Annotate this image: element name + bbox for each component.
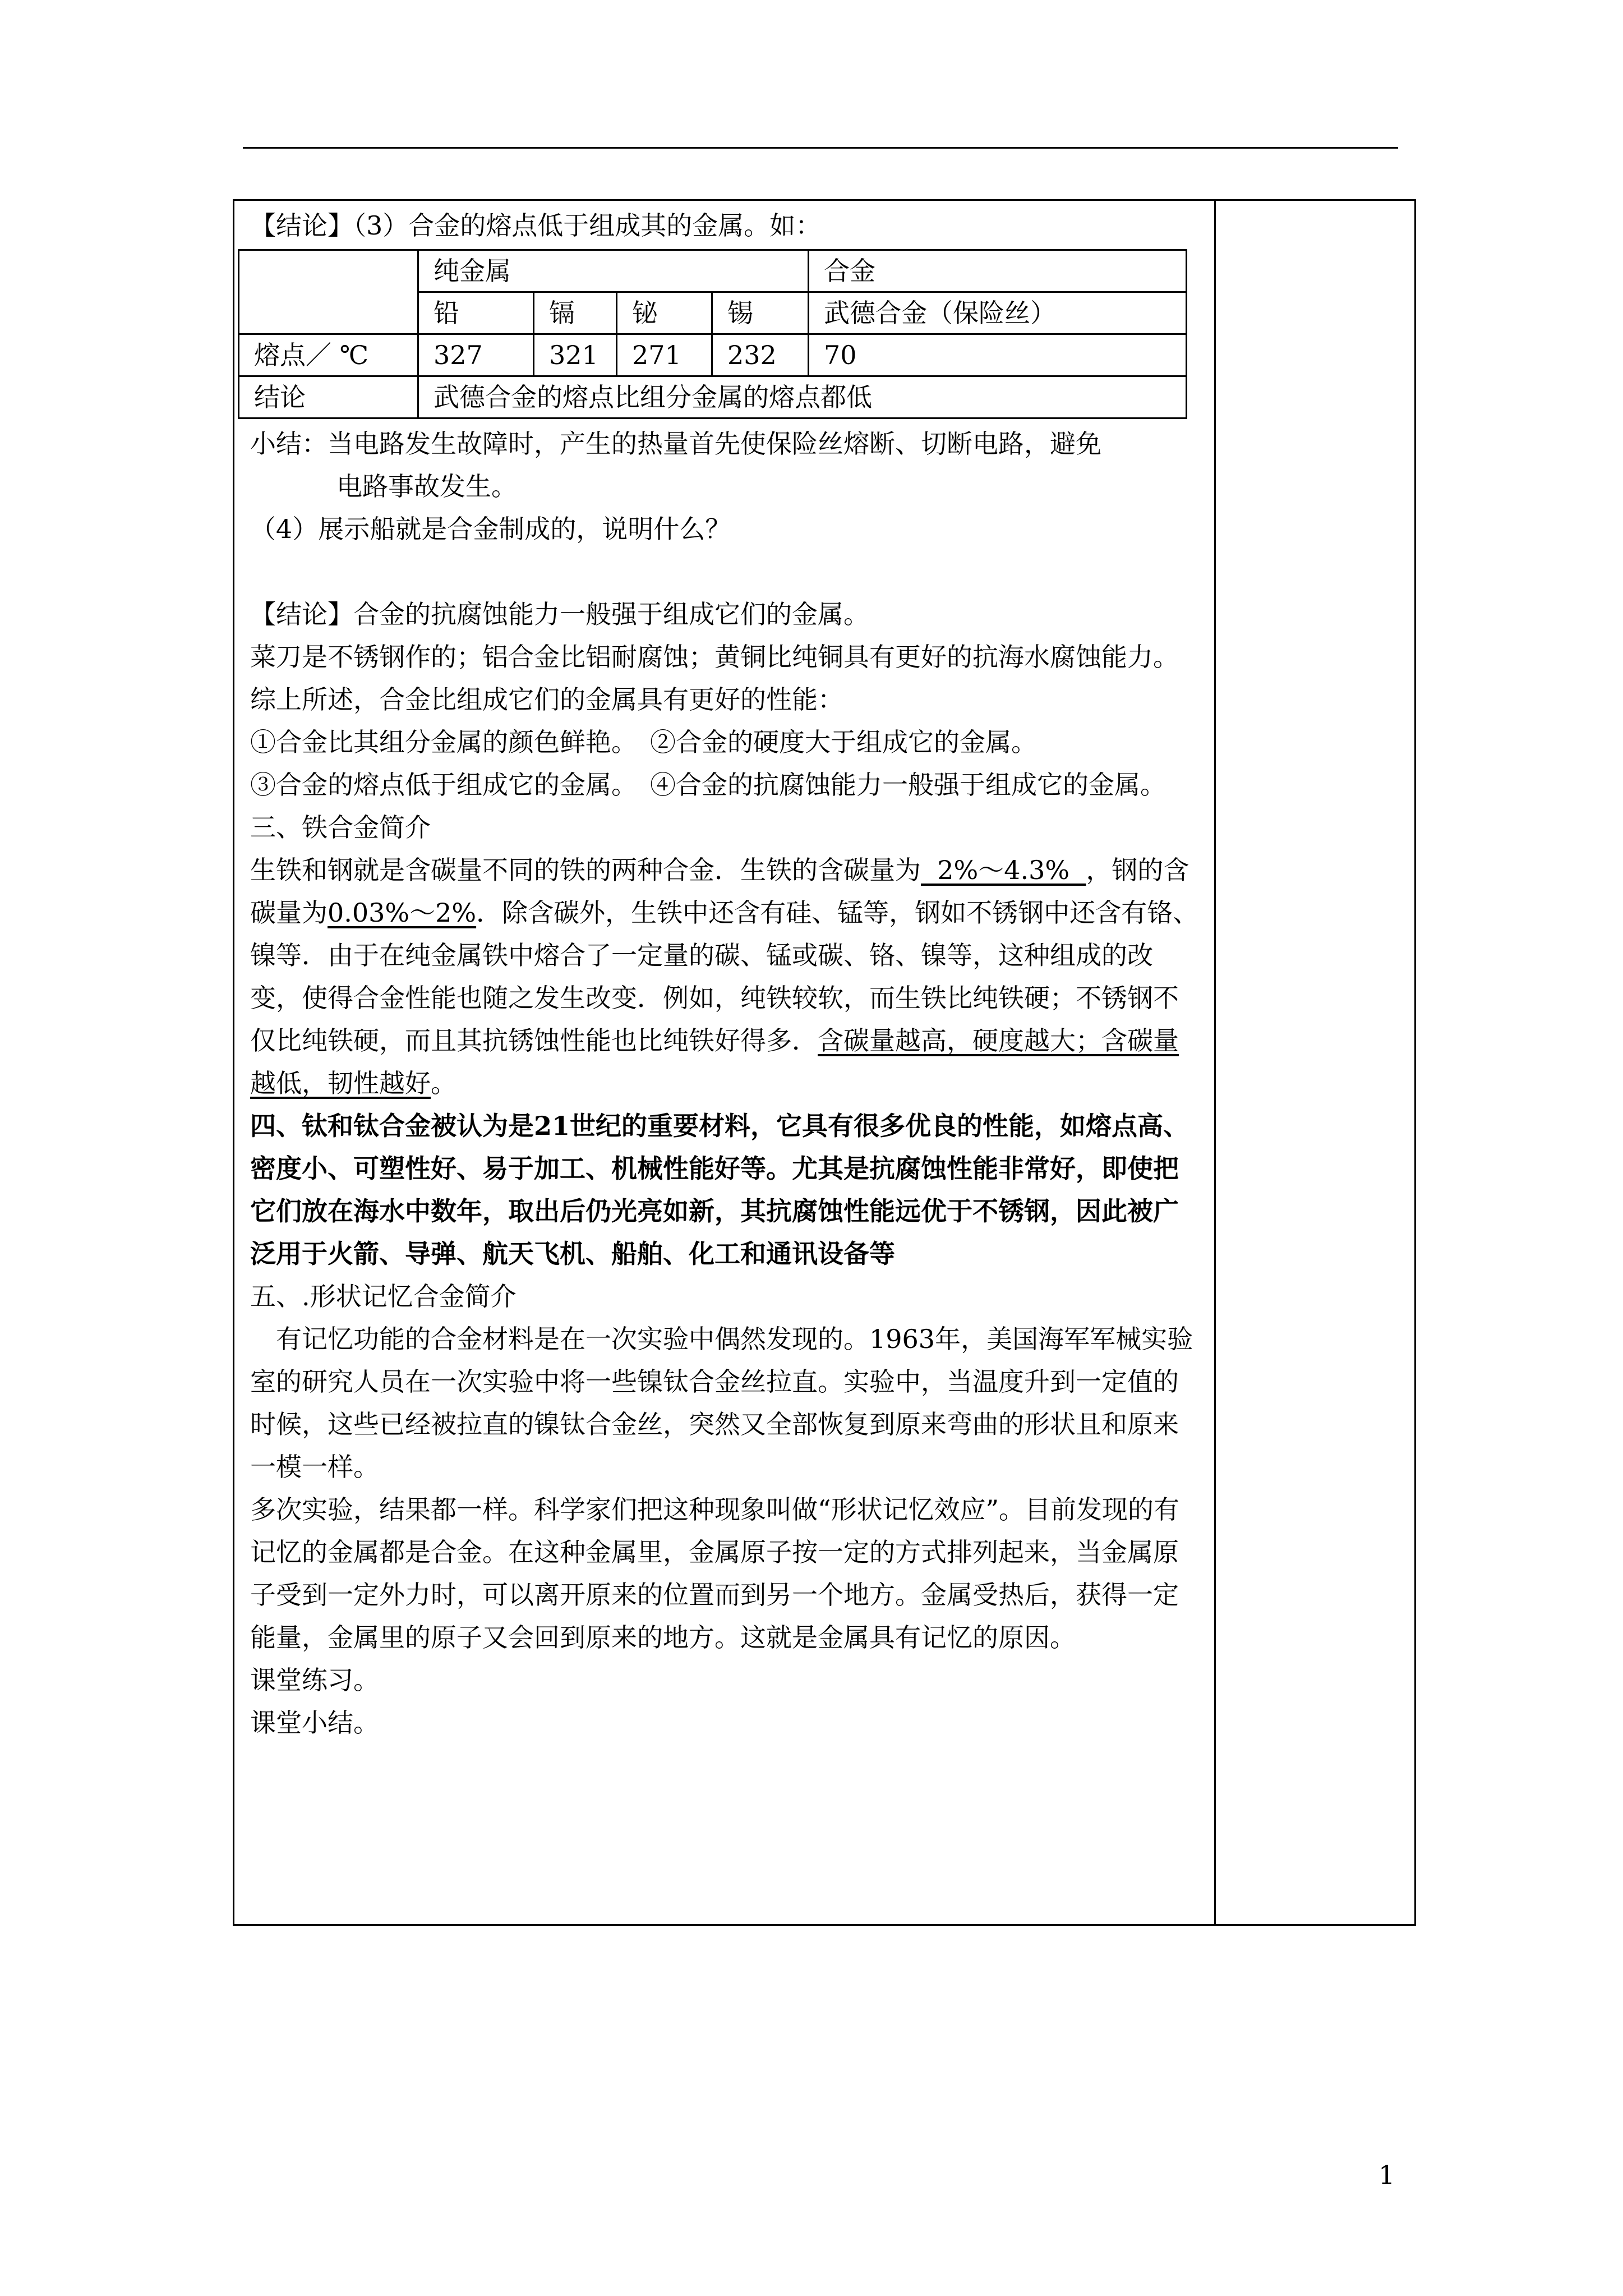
metal-name: 铅: [418, 292, 534, 334]
metal-name: 锡: [712, 292, 809, 334]
row-label-conclusion: 结论: [239, 376, 418, 418]
memory-paragraph-2: 多次实验，结果都一样。科学家们把这种现象叫做“形状记忆效应”。目前发现的有记忆的金属都是合金。在这种金属里，金属原子按一定的方式排列起来，当金属原子受到一定外力时，可以离开原来的位置而到另一个地方。金属受热后，获得一定能量，金属里的原子又会回到原来的地方。这就是金属具有记忆的原因。: [250, 1494, 1180, 1653]
section-5-title: 五、.形状记忆合金简介: [250, 1281, 517, 1312]
overview-intro: 综上所述，合金比组成它们的金属具有更好的性能：: [250, 684, 843, 715]
properties-line-1: ①合金比其组分金属的颜色鲜艳。 ②合金的硬度大于组成它的金属。: [250, 727, 1037, 757]
metal-name: 镉: [534, 292, 617, 334]
iron-text-end: 。: [431, 1068, 457, 1098]
memory-paragraph-1: 有记忆功能的合金材料是在一次实验中偶然发现的。1963年，美国海军军械实验室的研究人员在一次实验中将一些镍钛合金丝拉直。实验中，当温度升到一定值的时候，这些已经被拉直的镍钛合金丝，突然又全部恢复到原来弯曲的形状且和原来一模一样。: [250, 1324, 1193, 1482]
header-pure-metal: 纯金属: [418, 250, 809, 292]
iron-paragraph: [250, 849, 1204, 1105]
header-rule: [243, 147, 1398, 149]
table-conclusion: 武德合金的熔点比组分金属的熔点都低: [418, 376, 1187, 418]
steel-carbon-range: 0.03%～2%: [328, 898, 477, 928]
metal-name: 铋: [617, 292, 712, 334]
melting-point-value: 232: [712, 334, 809, 376]
melting-point-value: 321: [534, 334, 617, 376]
blank-line: [250, 550, 1204, 593]
alloy-melting-point: 70: [809, 334, 1187, 376]
properties-line-2: ③合金的熔点低于组成它的金属。 ④合金的抗腐蚀能力一般强于组成它的金属。: [250, 770, 1166, 800]
table-row: [239, 376, 1187, 418]
lesson-content-cell: [250, 204, 1204, 1744]
lesson-table: [233, 199, 1416, 1926]
examples: 菜刀是不锈钢作的；铝合金比铝耐腐蚀；黄铜比纯铜具有更好的抗海水腐蚀能力。: [250, 642, 1179, 672]
header-alloy: 合金: [809, 250, 1187, 292]
table-corner-cell: [239, 250, 418, 334]
conclusion-corrosion: 【结论】合金的抗腐蚀能力一般强于组成它们的金属。: [250, 599, 869, 629]
section-3-title: 三、铁合金简介: [250, 812, 431, 843]
iron-text-3: ．除含碳外，生铁中还含有硅、锰等，钢如不锈钢中还含有铬、镍等．由于在纯金属铁中熔合了一定量的碳、锰或碳、铬、镍等，这种组成的改变，使得合金性能也随之发生改变．例如，纯铁较软，而生铁比纯铁硬；不锈钢不仅比纯铁硬，而且其抗锈蚀性能也比纯铁好得多．: [250, 898, 1199, 1056]
carbon-rule: 含碳量越高，硬度越大；含碳量越低，韧性越好: [250, 1025, 1179, 1098]
classroom-summary: 课堂小结。: [250, 1708, 379, 1738]
question-4: （4）展示船就是合金制成的，说明什么？: [250, 514, 731, 544]
summary-fuse-cont: 电路事故发生。: [336, 471, 517, 501]
iron-text-1: 生铁和钢就是含碳量不同的铁的两种合金．生铁的含碳量为: [250, 855, 921, 885]
conclusion-3: 【结论】（3）合金的熔点低于组成其的金属。如：: [250, 210, 822, 241]
classroom-practice: 课堂练习。: [250, 1665, 379, 1695]
pig-iron-carbon-range: 2%～4.3%: [921, 855, 1086, 885]
alloy-name: 武德合金（保险丝）: [809, 292, 1187, 334]
section-4-titanium: 四、钛和钛合金被认为是21世纪的重要材料，它具有很多优良的性能，如熔点高、密度小、可塑性好、易于加工、机械性能好等。尤其是抗腐蚀性能非常好，即使把它们放在海水中数年，取出后仍光亮如新，其抗腐蚀性能远优于不锈钢，因此被广泛用于火箭、导弹、航天飞机、船舶、化工和通讯设备等: [250, 1111, 1189, 1269]
row-label-melting-point: 熔点／ ℃: [239, 334, 418, 376]
column-divider: [1214, 201, 1216, 1924]
melting-point-value: 271: [617, 334, 712, 376]
iron-text-2: ，钢的含碳量为: [250, 855, 1189, 928]
page-number: 1: [1378, 2160, 1395, 2190]
summary-fuse: 小结：当电路发生故障时，产生的热量首先使保险丝熔断、切断电路，避免: [250, 429, 1101, 459]
melting-point-value: 327: [418, 334, 534, 376]
table-row: [239, 334, 1187, 376]
melting-point-table: [238, 249, 1187, 419]
table-row: [239, 250, 1187, 292]
